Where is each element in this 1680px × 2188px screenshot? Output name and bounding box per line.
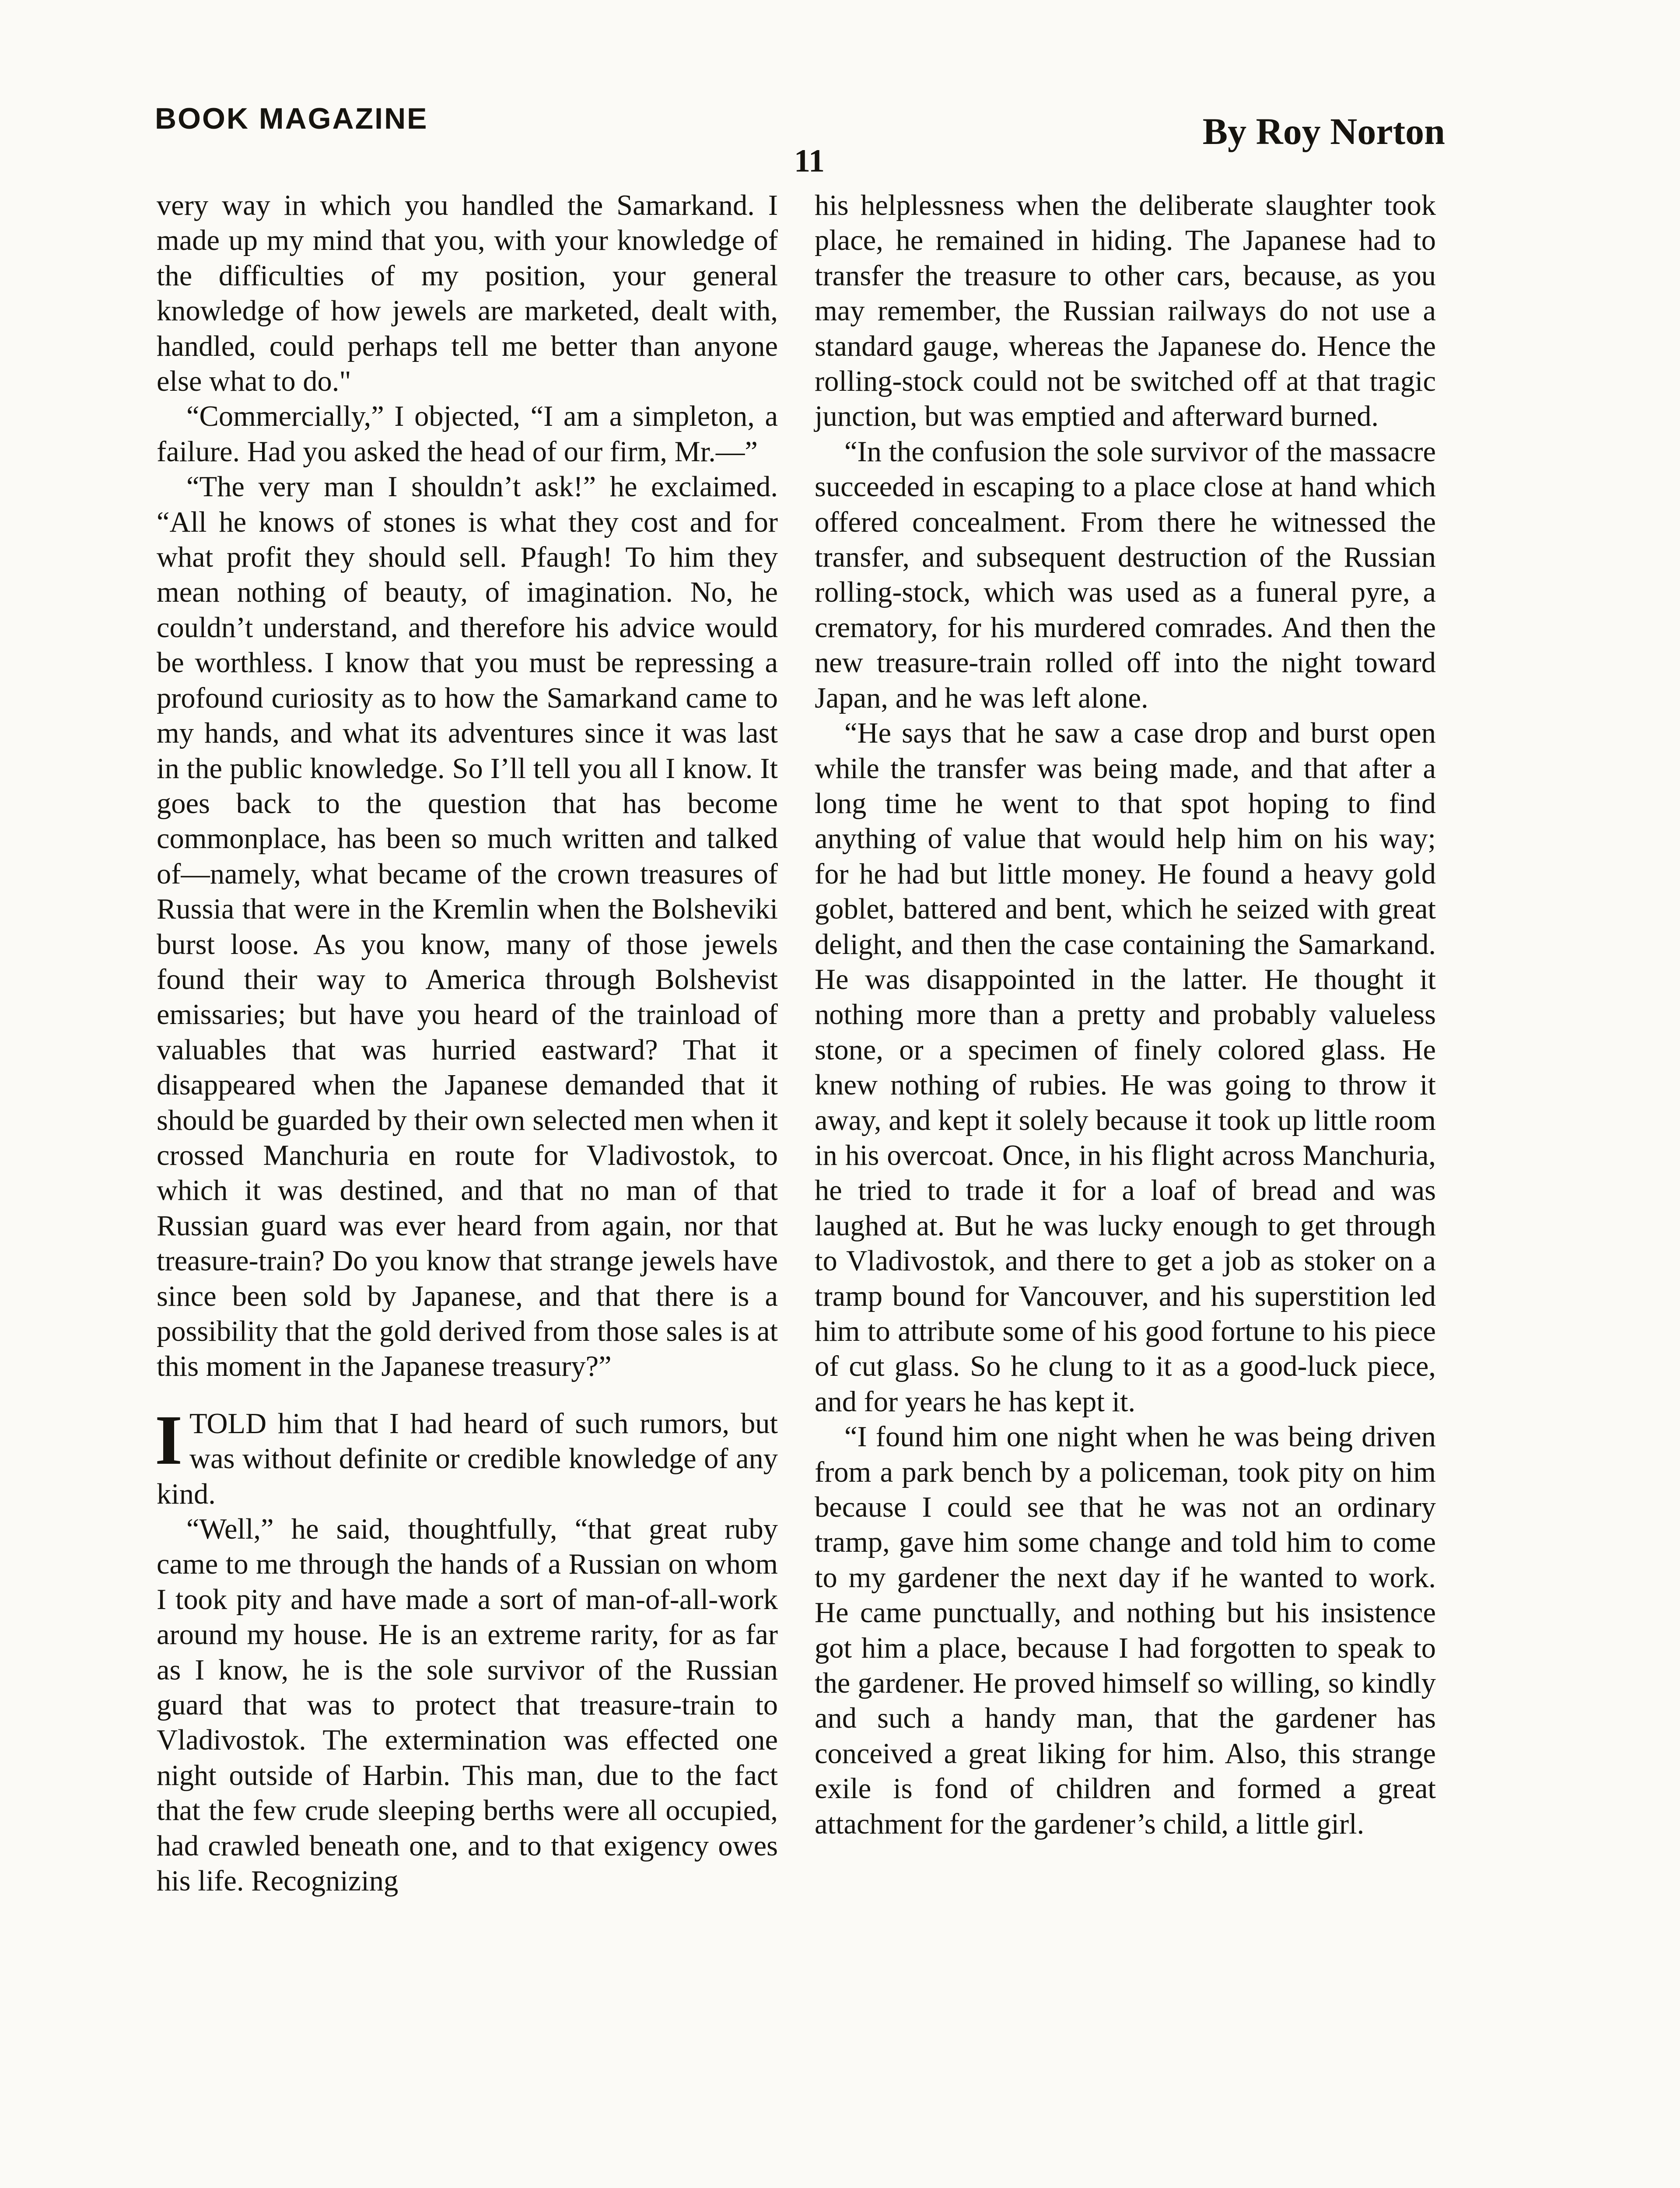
paragraph-text: TOLD him that I had heard of such rumors, but was without definite or credible knowledge of any kind. bbox=[157, 1407, 778, 1510]
section-paragraph bbox=[155, 1401, 778, 1512]
paragraph: “I found him one night when he was being driven from a park bench by a policeman, took pity on him because I could see that he was not an ordinary tramp, gave him some change and told him to come to my gardener the next day if he wanted to work. He came punctually, and nothing but his insistence got him a place, because I had forgotten to speak to the gardener. He proved himself so willing, so kindly and such a handy man, that the gardener has conceived a great liking for him. Also, this strange exile is fond of children and formed a great attachment for the gardener’s child, a little girl. bbox=[815, 1421, 1436, 1840]
right-column bbox=[815, 188, 1436, 1842]
paragraph: “In the confusion the sole survivor of the massacre succeeded in escaping to a place close at hand which offered concealment. From there he witnessed the transfer, and subsequent destruction of the Russian rolling-stock, which was used as a funeral pyre, a crematory, for his murdered comrades. And then the new treasure-train rolled off into the night toward Japan, and he was left alone. bbox=[815, 435, 1436, 714]
paragraph: “Well,” he said, thoughtfully, “that great ruby came to me through the hands of a Russian on whom I took pity and have made a sort of man-of-all-work around my house. He is an extreme rarity, for as far as I know, he is the sole survivor of the Russian guard that was to protect that treasure-train to Vladivostok. The extermination was effected one night outside of Harbin. This man, due to the fact that the few crude sleeping berths were all occupied, had crawled beneath one, and to that exigency owes his life. Recognizing bbox=[157, 1513, 778, 1897]
author-byline: By Roy Norton bbox=[1202, 110, 1445, 152]
paragraph: his helplessness when the deliberate slaughter took place, he remained in hiding. The Japanese had to transfer the treasure to other cars, because, as you may remember, the Russian railways do not use a standard gauge, whereas the Japanese do. Hence the rolling-stock could not be switched off at that tragic junction, but was emptied and afterward burned. bbox=[815, 189, 1436, 433]
left-column bbox=[157, 188, 778, 1899]
magazine-title: BOOK MAGAZINE bbox=[155, 102, 428, 135]
paragraph: “Commercially,” I objected, “I am a simpleton, a failure. Had you asked the head of our firm, Mr.—” bbox=[157, 400, 778, 468]
paragraph: “The very man I shouldn’t ask!” he exclaimed. “All he knows of stones is what they cost and for what profit they should sell. Pfaugh! To him they mean nothing of beauty, of imagination. No, he couldn’t understand, and therefore his advice would be worthless. I know that you must be repressing a profound curiosity as to how the Samarkand came to my hands, and what its adventures since it was last in the public knowledge. So I’ll tell you all I know. It goes back to the question that has become commonplace, has been so much written and talked of—namely, what became of the crown treasures of Russia that were in the Kremlin when the Bolsheviki burst loose. As you know, many of those jewels found their way to America through Bolshevist emissaries; but have you heard of the trainload of valuables that was hurried eastward? That it disappeared when the Japanese demanded that it should be guarded by their own selected men when it crossed Manchuria en route for Vladivostok, to which it was destined, and that no man of that Russian guard was ever heard from again, nor that treasure-train? Do you know that strange jewels have since been sold by Japanese, and that there is a possibility that the gold derived from those sales is at this moment in the Japanese treasury?” bbox=[157, 471, 778, 1383]
drop-cap: I bbox=[155, 1401, 183, 1480]
paragraph: “He says that he saw a case drop and burst open while the transfer was being made, and that after a long time he went to that spot hoping to find anything of value that would help him on his way; for he had but little money. He found a heavy gold goblet, battered and bent, which he seized with great delight, and then the case containing the Samarkand. He was disappointed in the latter. He thought it nothing more than a pretty and probably valueless stone, or a specimen of finely colored glass. He knew nothing of rubies. He was going to throw it away, and kept it solely because it took up little room in his overcoat. Once, in his flight across Manchuria, he tried to trade it for a loaf of bread and was laughed at. But he was lucky enough to get through to Vladivostok, and there to get a job as stoker on a tramp bound for Vancouver, and his superstition led him to attribute some of his good fortune to his piece of cut glass. So he clung to it as a good-luck piece, and for years he has kept it. bbox=[815, 717, 1436, 1418]
page-number: 11 bbox=[794, 143, 825, 179]
paragraph: very way in which you handled the Samarkand. I made up my mind that you, with your knowledge of the difficulties of my position, your general knowledge of how jewels are marketed, dealt with, handled, could perhaps tell me better than anyone else what to do." bbox=[157, 189, 778, 398]
